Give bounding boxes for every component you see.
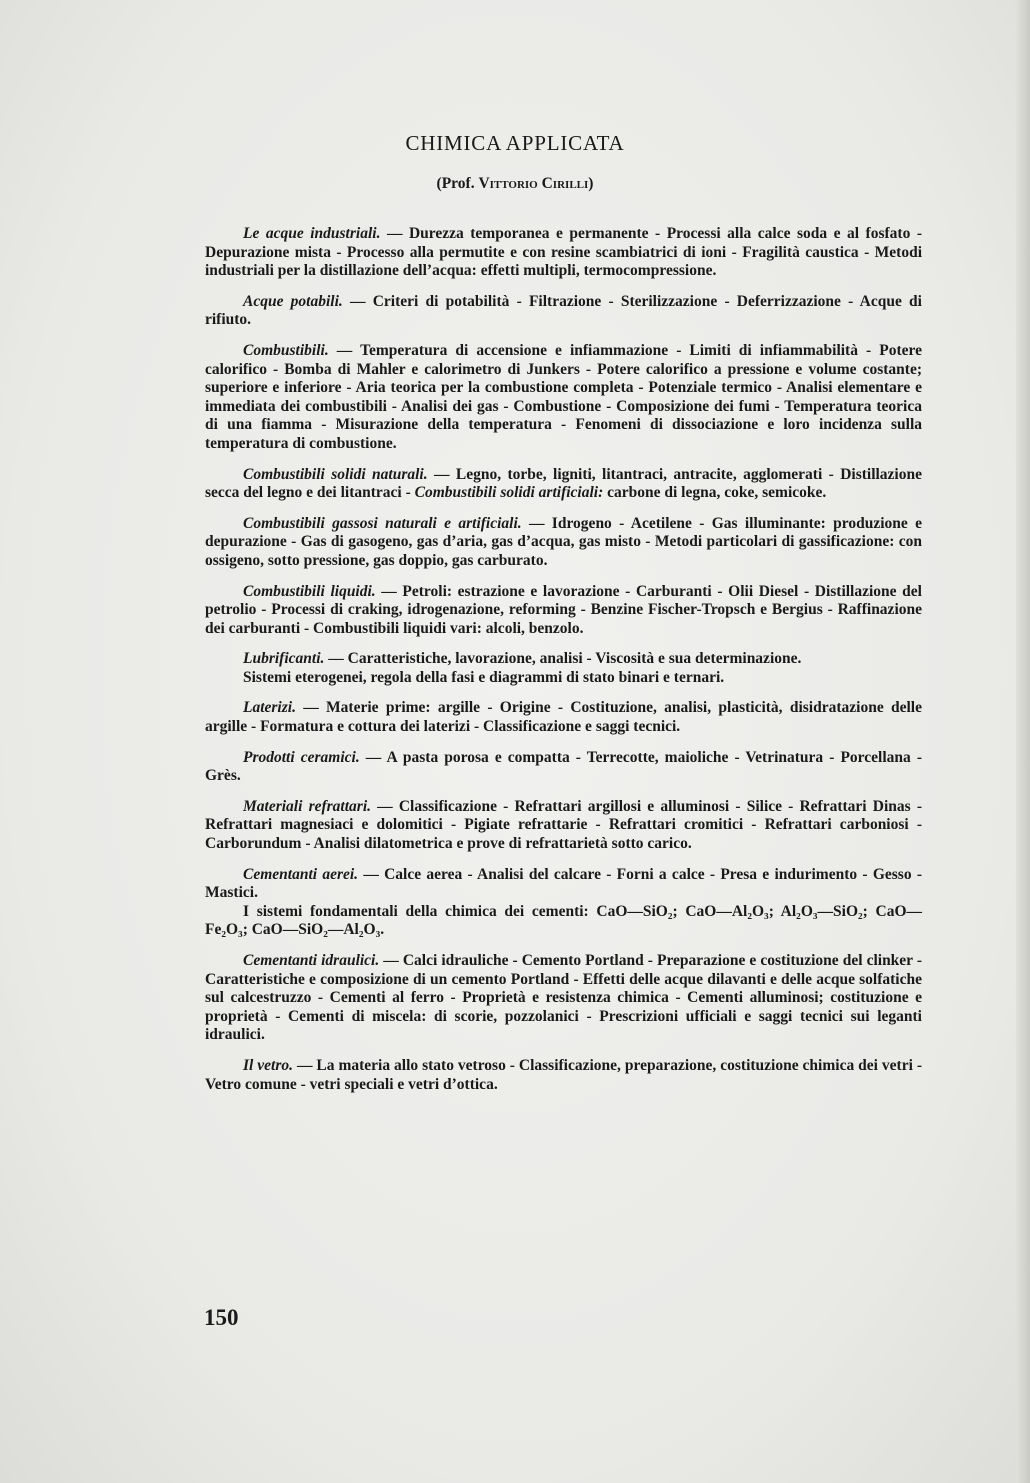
section-lubrificanti bbox=[205, 650, 922, 669]
section-combustibili-gassosi bbox=[205, 515, 922, 571]
section-text: — Petroli: estrazione e lavorazione - Carburanti - Olii Diesel - Distillazione del petrolio - Processi di craking, idrogenazione, reforming - Benzine Fischer-Tropsch e Bergius - Raffinazione dei carburanti - Combustibili liquidi vari: alcoli, benzolo. bbox=[205, 582, 922, 637]
section-text: carbone di legna, coke, semicoke. bbox=[603, 484, 827, 502]
section-combustibili bbox=[205, 342, 922, 454]
section-heading: Acque potabili. bbox=[243, 292, 343, 310]
section-text: — Calce aerea - Analisi del calcare - Forni a calce - Presa e indurimento - Gesso - Mastici. bbox=[205, 865, 922, 902]
section-combustibili-liquidi bbox=[205, 583, 922, 639]
section-heading: Cementanti aerei. bbox=[243, 865, 359, 883]
section-acque-industriali bbox=[205, 225, 922, 281]
section-heading: Cementanti idraulici. bbox=[243, 952, 380, 969]
course-program bbox=[205, 225, 922, 1106]
section-heading: Lubrificanti. bbox=[243, 650, 325, 668]
section-sistemi-eterogenei: Sistemi eterogenei, regola della fasi e diagrammi di stato binari e ternari. bbox=[243, 668, 725, 686]
page-number: 150 bbox=[204, 1305, 239, 1330]
section-prodotti-ceramici bbox=[205, 749, 922, 786]
section-heading: Prodotti ceramici. bbox=[243, 748, 360, 766]
section-text: — Temperatura di accensione e infiammazione - Limiti di infiammabilità - Potere calorifico - Bomba di Mahler e calorimetro di Junkers - Potere calorifico a pressione e volume costante; superiore e inferiore - Aria teorica per la combustione completa - Potenziale termico - Analisi elementare e immediata dei combustibili - Analisi dei gas - Combustione - Composizione dei fumi - Temperatura teorica di una fiamma - Misurazione della temperatura - Fenomeni di dissociazione e loro incidenza sulla temperatura di combustione. bbox=[205, 341, 922, 452]
section-text: — Calci idrauliche - Cemento Portland - Preparazione e costituzione del clinker - Caratteristiche e composizione di un cemento Portland - Effetti delle acque dilavanti e delle acque solfatiche sul calcestruzzo - Cementi al ferro - Proprietà e resistenza chimica - Cementi alluminosi; costituzione e proprietà - Cementi di miscela: di scorie, pozzolanici - Prescrizioni ufficiali e saggi tecnici sui leganti idraulici. bbox=[205, 952, 922, 1044]
section-text: — Idrogeno - Acetilene - Gas illuminante: produzione e depurazione - Gas di gasogeno, gas d’aria, gas d’acqua, gas misto - Metodi particolari di gassificazione: con ossigeno, sotto pressione, gas doppio, gas carburato. bbox=[205, 514, 922, 569]
section-heading: Le acque industriali. bbox=[243, 225, 381, 242]
professor-name: Vittorio Cirilli bbox=[478, 175, 589, 192]
page-subtitle bbox=[0, 175, 1030, 193]
section-text: — A pasta porosa e compatta - Terrecotte, maioliche - Vetrinatura - Porcellana - Grès. bbox=[205, 748, 922, 785]
section-acque-potabili bbox=[205, 293, 922, 330]
section-heading: Combustibili liquidi. bbox=[243, 582, 376, 600]
section-text: — Caratteristiche, lavorazione, analisi - Viscosità e sua determinazione. bbox=[324, 650, 802, 668]
section-laterizi bbox=[205, 699, 922, 736]
section-cementanti-idraulici bbox=[205, 952, 922, 1045]
section-text: — Classificazione - Refrattari argillosi e alluminosi - Silice - Refrattari Dinas - Refrattari magnesiaci e dolomitici - Pigiate refrattarie - Refrattari cromitici - Refrattari carboniosi - Carborundum - Analisi dilatometrica e prove di refrattarietà sotto carico. bbox=[205, 797, 922, 853]
section-sistemi-cementi: I sistemi fondamentali della chimica dei cementi: CaO—SiO₂; CaO—Al₂O₃; Al₂O₃—SiO₂; CaO—Fe₂O₃; CaO—SiO₂—Al₂O₃. bbox=[205, 902, 922, 939]
section-cementanti-aerei bbox=[205, 866, 922, 903]
section-combustibili-solidi bbox=[205, 466, 922, 503]
page-title: CHIMICA APPLICATA bbox=[405, 131, 625, 155]
section-heading: Materiali refrattari. bbox=[243, 797, 372, 815]
subtitle-prefix: (Prof. bbox=[436, 175, 479, 192]
section-heading: Combustibili. bbox=[243, 341, 329, 359]
page-edge-shadow bbox=[1016, 0, 1030, 1483]
section-text: — Materie prime: argille - Origine - Costituzione, analisi, plasticità, disidratazione delle argille - Formatura e cottura dei laterizi - Classificazione e saggi tecnici. bbox=[205, 699, 922, 736]
section-heading: Combustibili gassosi naturali e artificiali. bbox=[243, 514, 522, 532]
section-text: — Durezza temporanea e permanente - Processi alla calce soda e al fosfato - Depurazione mista - Processo alla permutite e con resine scambiatrici di ioni - Fragilità caustica - Metodi industriali per la distillazione dell’acqua: effetti multipli, termocompressione. bbox=[205, 225, 922, 280]
section-text: — Legno, torbe, ligniti, litantraci, antracite, agglomerati - Distillazione secca del legno e dei litantraci - bbox=[205, 465, 922, 502]
section-materiali-refrattari bbox=[205, 798, 922, 854]
section-subheading: Combustibili solidi artificiali: bbox=[414, 484, 604, 502]
section-il-vetro bbox=[205, 1057, 922, 1094]
section-heading: Il vetro. bbox=[243, 1056, 294, 1074]
section-text: — Criteri di potabilità - Filtrazione - Sterilizzazione - Deferrizzazione - Acque di rifiuto. bbox=[205, 292, 922, 329]
section-heading: Laterizi. bbox=[243, 699, 296, 717]
subtitle-suffix: ) bbox=[588, 175, 594, 192]
section-heading: Combustibili solidi naturali. bbox=[243, 465, 428, 483]
section-text: — La materia allo stato vetroso - Classificazione, preparazione, costituzione chimica dei vetri - Vetro comune - vetri speciali e vetri d’ottica. bbox=[205, 1056, 922, 1093]
